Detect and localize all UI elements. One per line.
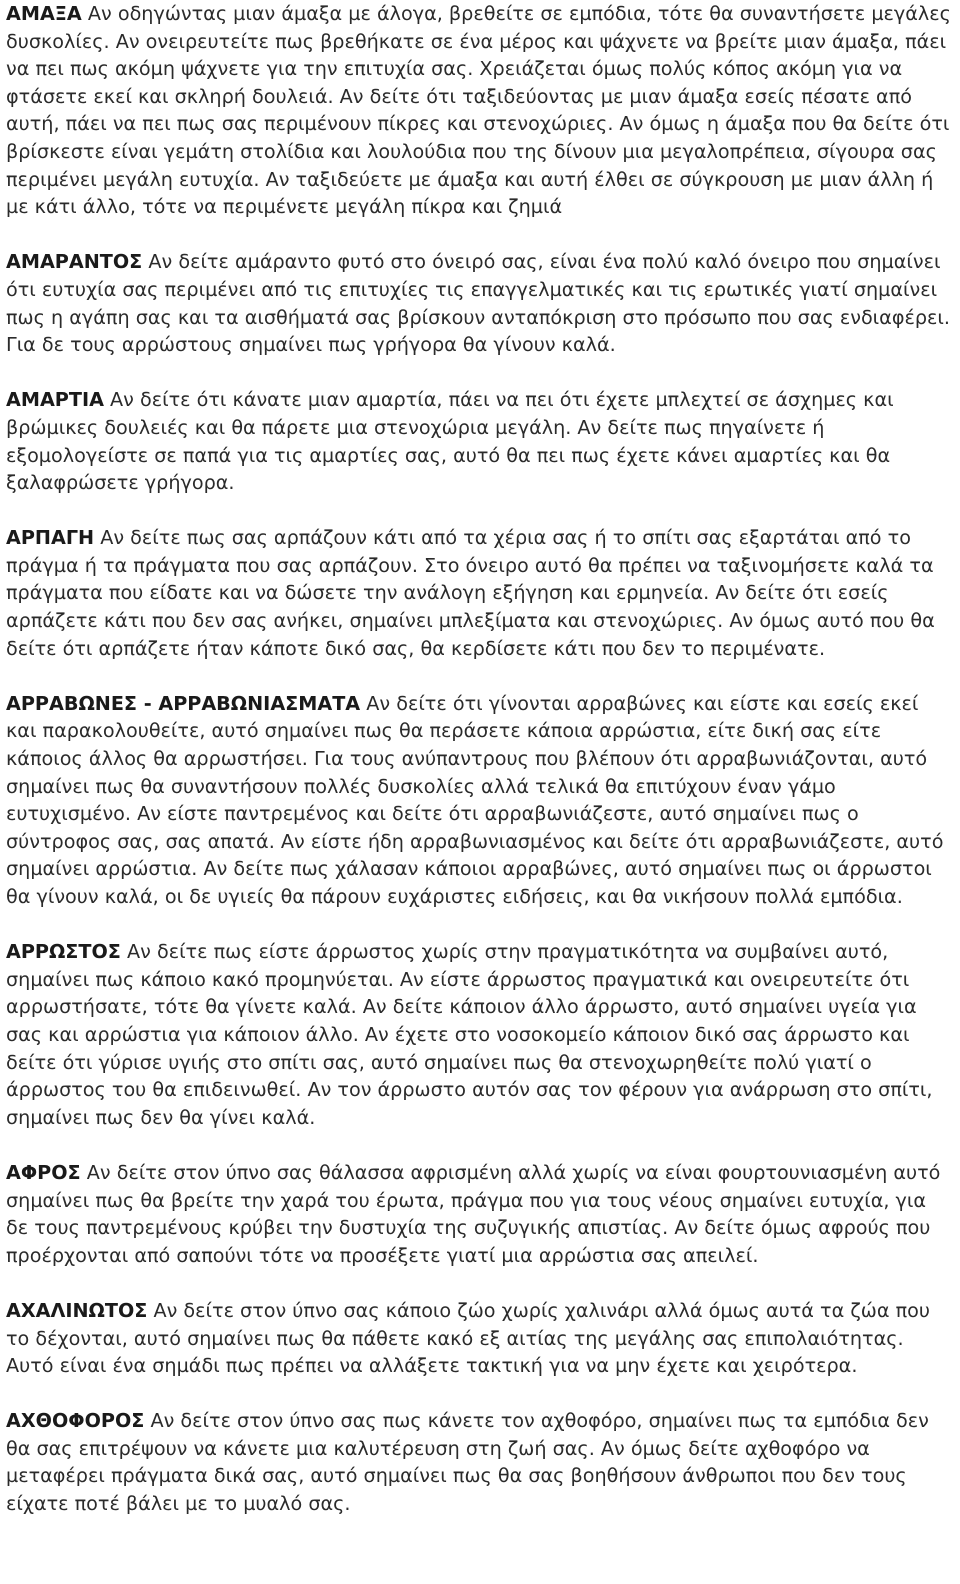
entry-text: Αν δείτε στον ύπνο σας κάποιο ζώο χωρίς χαλινάρι αλλά όμως αυτά τα ζώα που το δέχονται, αυτό σημαίνει πως θα πάθετε κακό εξ αιτίας της μεγάλης σας επιπολαιότητας. Αυτό είναι ένα σημάδι πως πρέπει να αλλάξετε τακτική για να μην έχετε και χειρότερα. <box>6 1298 930 1378</box>
entry-term: ΑΡΡΩΣΤΟΣ <box>6 940 121 964</box>
entry-text: Αν δείτε στον ύπνο σας θάλασσα αφρισμένη αλλά χωρίς να είναι φουρτουνιασμένη αυτό σημαίνει πως θα βρείτε την χαρά του έρωτα, πράγμα που για τους νέους σημαίνει ευτυχία, για δε τους παντρεμένους κρύβει την δυστυχία της συζυγικής απιστίας. Αν δείτε όμως αφρούς που προέρχονται από σαπούνι τότε να προσέξετε γιατί μια αρρώστια σας απειλεί. <box>6 1160 941 1267</box>
entry-text: Αν δείτε στον ύπνο σας πως κάνετε τον αχθοφόρο, σημαίνει πως τα εμπόδια δεν θα σας επιτρέψουν να κάνετε μια καλυτέρευση στη ζωή σας. Αν όμως δείτε αχθοφόρο να μεταφέρει πράγματα δικά σας, αυτό σημαίνει πως θα σας βοηθήσουν άνθρωποι που δεν τους είχατε ποτέ βάλει με το μυαλό σας. <box>6 1409 929 1516</box>
entry-text: Αν δείτε πως είστε άρρωστος χωρίς στην πραγματικότητα να συμβαίνει αυτό, σημαίνει πως κάποιο κακό προμηνύεται. Αν είστε άρρωστος πραγματικά και ονειρευτείτε ότι αρρωστήσατε, τότε θα γίνετε καλά. Αν δείτε κάποιον άλλο άρρωστο, αυτό σημαίνει υγεία για σας και αρρώστια για κάποιον άλλο. Αν έχετε στο νοσοκομείο κάποιον δικό σας άρρωστο και δείτε ότι γύρισε υγιής στο σπίτι σας, αυτό σημαίνει πως θα στενοχωρηθείτε πολύ γιατί ο άρρωστος του θα επιδεινωθεί. Αν τον άρρωστο αυτόν σας τον φέρουν για ανάρρωση στο σπίτι, σημαίνει πως δεν θα γίνει καλά. <box>6 940 933 1129</box>
entry-term: ΑΜΑΡΤΙΑ <box>6 388 104 412</box>
entry-term: ΑΧΘΟΦΟΡΟΣ <box>6 1409 145 1433</box>
entry-amarantos <box>6 248 954 358</box>
entry-term: ΑΦΡΟΣ <box>6 1160 81 1184</box>
entry-text: Αν οδηγώντας μιαν άμαξα με άλογα, βρεθείτε σε εμπόδια, τότε θα συναντήσετε μεγάλες δυσκολίες. Αν ονειρευτείτε πως βρεθήκατε σε ένα μέρος και ψάχνετε να βρείτε μιαν άμαξα, πάει να πει πως ακόμη ψάχνετε για την επιτυχία σας. Χρειάζεται όμως πολύς κόπος ακόμη για να φτάσετε εκεί και σκληρή δουλειά. Αν δείτε ότι ταξιδεύοντας με μιαν άμαξα εσείς πέσατε από αυτή, πάει να πει πως σας περιμένουν πίκρες και στενοχώριες. Αν όμως η άμαξα που θα δείτε ότι βρίσκεστε είναι γεμάτη στολίδια και λουλούδια που της δίνουν μια μεγαλοπρέπεια, σίγουρα σας περιμένει μεγάλη ευτυχία. Αν ταξιδεύετε με άμαξα και αυτή έλθει σε σύγκρουση με μιαν άλλη ή με κάτι άλλο, τότε να περιμένετε μεγάλη πίκρα και ζημιά <box>6 2 951 219</box>
entry-text: Αν δείτε πως σας αρπάζουν κάτι από τα χέρια σας ή το σπίτι σας εξαρτάται από το πράγμα ή τα πράγματα που σας αρπάζουν. Στο όνειρο αυτό θα πρέπει να ταξινομήσετε καλά τα πράγματα που είδατε και να δώσετε την ανάλογη εξήγηση και ερμηνεία. Αν δείτε ότι εσείς αρπάζετε κάτι που δεν σας ανήκει, σημαίνει μπλεξίματα και στενοχώριες. Αν όμως αυτό που θα δείτε ότι αρπάζετε ήταν κάποτε δικό σας, θα κερδίσετε κάτι που δεν το περιμένατε. <box>6 526 935 660</box>
document-page <box>6 0 954 1518</box>
entry-arravones <box>6 690 954 911</box>
entry-arpagi <box>6 524 954 662</box>
entry-term: ΑΜΑΡΑΝΤΟΣ <box>6 250 143 274</box>
entry-text: Αν δείτε ότι κάνατε μιαν αμαρτία, πάει να πει ότι έχετε μπλεχτεί σε άσχημες και βρώμικες δουλειές και θα πάρετε μια στενοχώρια μεγάλη. Αν δείτε πως πηγαίνετε ή εξομολογείστε σε παπά για τις αμαρτίες σας, αυτό θα πει πως έχετε κάνει αμαρτίες και θα ξαλαφρώσετε γρήγορα. <box>6 388 894 495</box>
entry-text: Αν δείτε ότι γίνονται αρραβώνες και είστε και εσείς εκεί και παρακολουθείτε, αυτό σημαίνει πως θα περάσετε κάποια αρρώστια, είτε δική σας είτε κάποιος άλλος θα αρρωστήσει. Για τους ανύπαντρους που βλέπουν ότι αρραβωνιάζονται, αυτό σημαίνει πως θα συναντήσουν πολλές δυσκολίες αλλά τελικά θα επιτύχουν έναν γάμο ευτυχισμένο. Αν είστε παντρεμένος και δείτε ότι αρραβωνιάζεστε, αυτό σημαίνει πως ο σύντροφος σας, σας απατά. Αν είστε ήδη αρραβωνιασμένος και δείτε ότι αρραβωνιάζεστε, αυτό σημαίνει αρρώστια. Αν δείτε πως χάλασαν κάποιοι αρραβώνες, αυτό σημαίνει πως οι άρρωστοι θα γίνουν καλά, οι δε υγιείς θα πάρουν ευχάριστες ειδήσεις, και θα νικήσουν πολλά εμπόδια. <box>6 691 944 908</box>
entry-term: ΑΧΑΛΙΝΩΤΟΣ <box>6 1298 148 1322</box>
entry-term: ΑΡΡΑΒΩΝΕΣ - ΑΡΡΑΒΩΝΙΑΣΜΑΤΑ <box>6 691 361 715</box>
entry-afros <box>6 1159 954 1269</box>
entry-axthoforos <box>6 1407 954 1517</box>
entry-term: ΑΜΑΞΑ <box>6 2 82 25</box>
entry-axalinotos <box>6 1297 954 1380</box>
entry-text: Αν δείτε αμάραντο φυτό στο όνειρό σας, είναι ένα πολύ καλό όνειρο που σημαίνει ότι ευτυχία σας περιμένει από τις επιτυχίες τις επαγγελματικές και τις ερωτικές γιατί σημαίνει πως η αγάπη σας και τα αισθήματά σας βρίσκουν ανταπόκριση στο πρόσωπο που σας ενδιαφέρει. Για δε τους αρρώστους σημαίνει πως γρήγορα θα γίνουν καλά. <box>6 250 950 357</box>
entry-term: ΑΡΠΑΓΗ <box>6 526 95 550</box>
entry-amaxa <box>6 0 954 221</box>
entry-amartia <box>6 386 954 496</box>
entry-arrostos <box>6 938 954 1131</box>
